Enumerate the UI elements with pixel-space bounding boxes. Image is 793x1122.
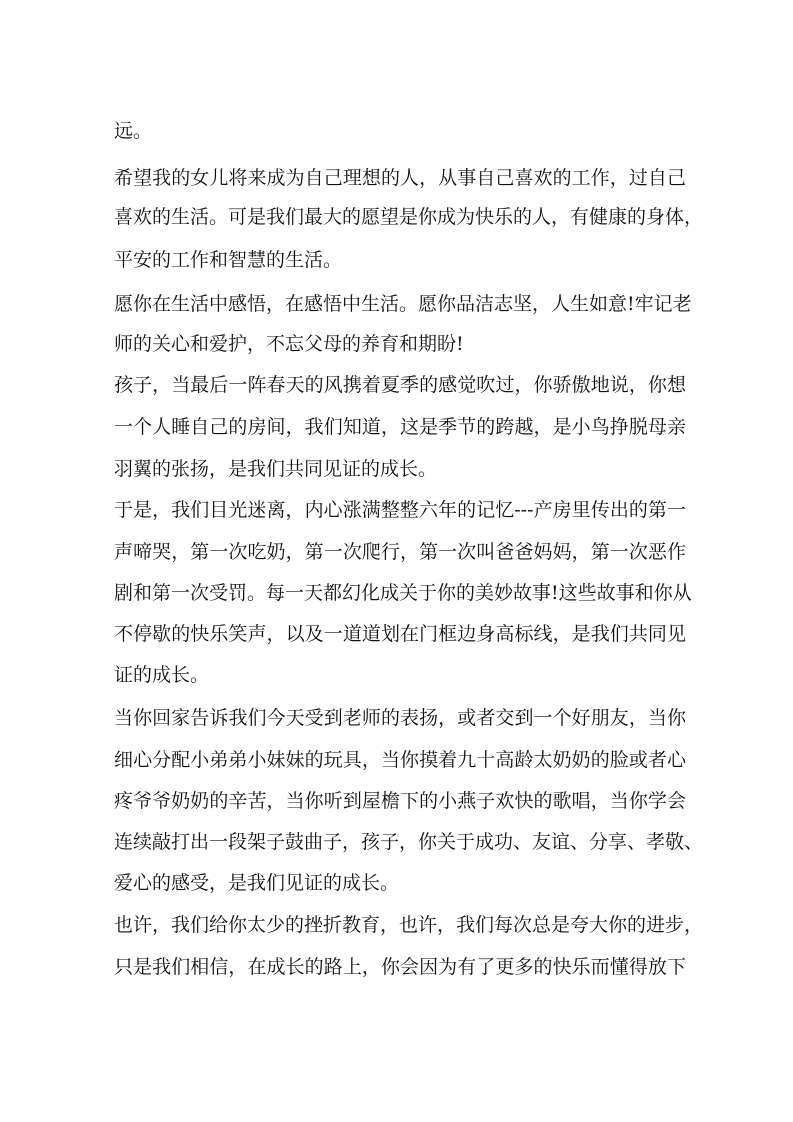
text-line: 平安的工作和智慧的生活。 bbox=[114, 249, 343, 271]
text-line: 不停歇的快乐笑声，以及一道道划在门框边身高标线，是我们共同见 bbox=[114, 623, 686, 645]
text-line: 羽翼的张扬，是我们共同见证的成长。 bbox=[114, 458, 438, 480]
text-line: 当你回家告诉我们今天受到老师的表扬，或者交到一个好朋友，当你 bbox=[114, 707, 686, 729]
text-line: 爱心的感受，是我们见证的成长。 bbox=[114, 872, 400, 894]
text-line: 声啼哭，第一次吃奶，第一次爬行，第一次叫爸爸妈妈，第一次恶作 bbox=[114, 541, 686, 563]
text-line: 证的成长。 bbox=[114, 664, 210, 686]
text-line: 远。 bbox=[114, 120, 153, 142]
text-line: 愿你在生活中感悟，在感悟中生活。愿你品洁志坚，人生如意!牢记老 bbox=[114, 293, 692, 315]
text-line: 喜欢的生活。可是我们最大的愿望是你成为快乐的人，有健康的身体， bbox=[114, 206, 704, 228]
text-line: 细心分配小弟弟小妹妹的玩具，当你摸着九十高龄太奶奶的脸或者心 bbox=[114, 749, 686, 771]
text-line: 剧和第一次受罚。每一天都幻化成关于你的美妙故事!这些故事和你从 bbox=[114, 582, 692, 604]
text-line: 也许，我们给你太少的挫折教育，也许，我们每次总是夸大你的进步， bbox=[114, 914, 704, 936]
text-line: 于是，我们目光迷离，内心涨满整整六年的记忆---产房里传出的第一 bbox=[114, 499, 686, 521]
text-line: 疼爷爷奶奶的辛苦，当你听到屋檐下的小燕子欢快的歌唱，当你学会 bbox=[114, 790, 686, 812]
text-line: 只是我们相信，在成长的路上，你会因为有了更多的快乐而懂得放下 bbox=[114, 956, 686, 978]
text-line: 希望我的女儿将来成为自己理想的人，从事自己喜欢的工作，过自己 bbox=[114, 167, 686, 189]
text-line: 师的关心和爱护，不忘父母的养育和期盼! bbox=[114, 333, 464, 355]
text-line: 一个人睡自己的房间，我们知道，这是季节的跨越，是小鸟挣脱母亲 bbox=[114, 416, 686, 438]
text-line: 连续敲打出一段架子鼓曲子，孩子，你关于成功、友谊、分享、孝敬、 bbox=[114, 831, 704, 853]
text-line: 孩子，当最后一阵春天的风携着夏季的感觉吹过，你骄傲地说，你想 bbox=[114, 374, 686, 396]
